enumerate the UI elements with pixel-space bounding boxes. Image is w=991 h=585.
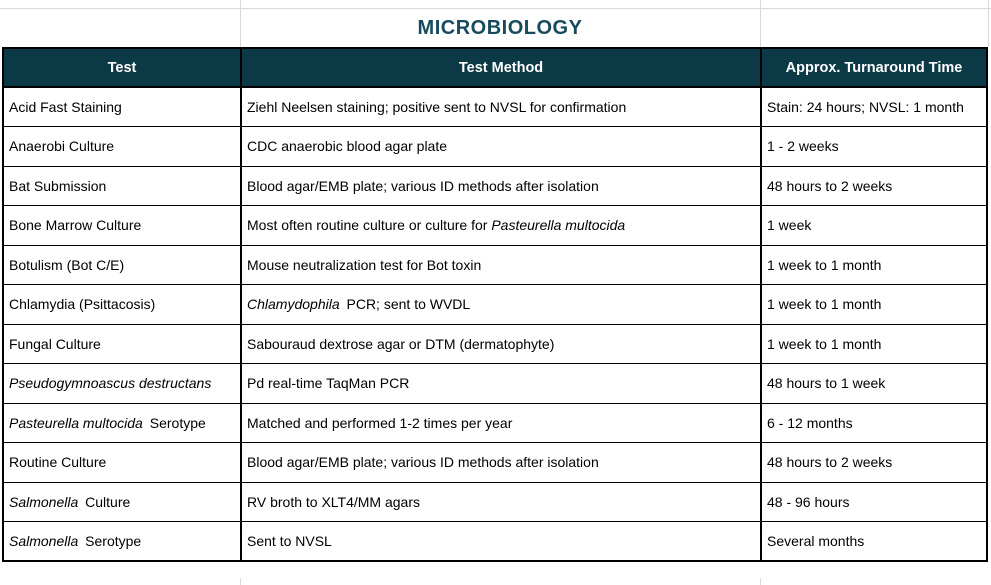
table-body <box>3 87 987 561</box>
turnaround-cell: 48 hours to 2 weeks <box>761 443 987 483</box>
test-cell: Pasteurella multocida Serotype <box>3 403 241 443</box>
test-cell: Fungal Culture <box>3 324 241 364</box>
table-row <box>3 522 987 562</box>
turnaround-cell: 6 - 12 months <box>761 403 987 443</box>
page-title: MICROBIOLOGY <box>417 16 583 39</box>
test-method-cell: Ziehl Neelsen staining; positive sent to NVSL for confirmation <box>241 87 761 127</box>
table-row <box>3 443 987 483</box>
test-cell: Anaerobi Culture <box>3 127 241 167</box>
test-method-cell: CDC anaerobic blood agar plate <box>241 127 761 167</box>
test-cell: Chlamydia (Psittacosis) <box>3 285 241 325</box>
title-row <box>240 11 760 45</box>
turnaround-cell: 48 hours to 1 week <box>761 364 987 404</box>
test-cell: Pseudogymnoascus destructans <box>3 364 241 404</box>
test-cell: Acid Fast Staining <box>3 87 241 127</box>
header-test: Test <box>3 48 241 87</box>
turnaround-cell: Stain: 24 hours; NVSL: 1 month <box>761 87 987 127</box>
table-row <box>3 285 987 325</box>
test-cell: Salmonella Culture <box>3 482 241 522</box>
table-row <box>3 482 987 522</box>
table-row <box>3 364 987 404</box>
gridline <box>760 0 761 47</box>
test-method-cell: Sent to NVSL <box>241 522 761 562</box>
test-method-cell: Blood agar/EMB plate; various ID methods after isolation <box>241 166 761 206</box>
table-row <box>3 403 987 443</box>
gridline <box>988 0 989 47</box>
test-cell: Salmonella Serotype <box>3 522 241 562</box>
test-method-cell: Chlamydophila PCR; sent to WVDL <box>241 285 761 325</box>
turnaround-cell: 1 week <box>761 206 987 246</box>
turnaround-cell: 1 week to 1 month <box>761 245 987 285</box>
test-method-cell: RV broth to XLT4/MM agars <box>241 482 761 522</box>
test-method-cell: Matched and performed 1-2 times per year <box>241 403 761 443</box>
test-cell: Routine Culture <box>3 443 241 483</box>
test-method-cell: Pd real-time TaqMan PCR <box>241 364 761 404</box>
test-cell: Bat Submission <box>3 166 241 206</box>
header-turnaround-time: Approx. Turnaround Time <box>761 48 987 87</box>
test-method-cell: Blood agar/EMB plate; various ID methods after isolation <box>241 443 761 483</box>
turnaround-cell: Several months <box>761 522 987 562</box>
table-row <box>3 324 987 364</box>
gridline <box>240 578 241 585</box>
test-cell: Bone Marrow Culture <box>3 206 241 246</box>
table-row <box>3 127 987 167</box>
test-method-cell: Mouse neutralization test for Bot toxin <box>241 245 761 285</box>
header-row <box>3 48 987 87</box>
turnaround-cell: 48 - 96 hours <box>761 482 987 522</box>
turnaround-cell: 1 week to 1 month <box>761 324 987 364</box>
header-test-method: Test Method <box>241 48 761 87</box>
turnaround-cell: 48 hours to 2 weeks <box>761 166 987 206</box>
test-method-cell: Sabouraud dextrose agar or DTM (dermatophyte) <box>241 324 761 364</box>
turnaround-cell: 1 - 2 weeks <box>761 127 987 167</box>
test-method-cell: Most often routine culture or culture for Pasteurella multocida <box>241 206 761 246</box>
microbiology-table <box>2 47 988 562</box>
gridline <box>760 578 761 585</box>
turnaround-cell: 1 week to 1 month <box>761 285 987 325</box>
table-row <box>3 245 987 285</box>
table-row <box>3 166 987 206</box>
gridline <box>0 8 991 9</box>
table-row <box>3 206 987 246</box>
table-row <box>3 87 987 127</box>
test-cell: Botulism (Bot C/E) <box>3 245 241 285</box>
